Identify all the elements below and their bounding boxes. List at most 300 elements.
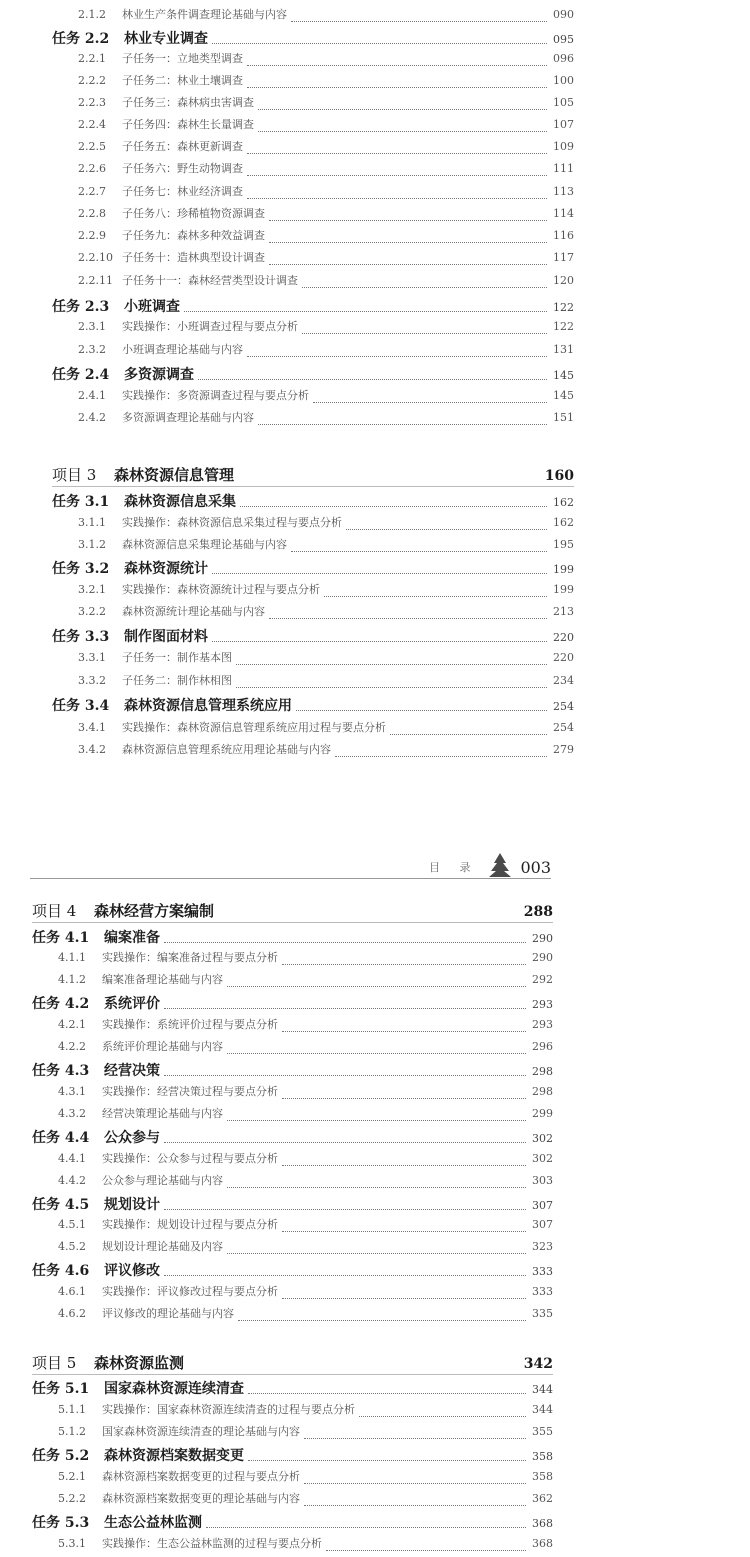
entry-number: 3.2.2: [78, 605, 106, 618]
dot-leader: [247, 198, 547, 199]
page-number: 298: [532, 1065, 553, 1078]
entry-title: 公众参与: [104, 1130, 160, 1146]
subtask-entry: [58, 1468, 553, 1490]
entry-title: 林业专业调查: [124, 31, 208, 47]
dot-leader: [227, 1120, 526, 1121]
running-header-page-number: 003: [520, 858, 551, 877]
entry-title: 实践操作：国家森林资源连续清查的过程与要点分析: [102, 1403, 355, 1416]
entry-number: 任务 3.3: [52, 629, 110, 645]
page-number: 122: [553, 320, 574, 333]
subtask-entry: [78, 50, 574, 72]
page-number: 114: [553, 207, 574, 220]
dot-leader: [164, 1008, 526, 1009]
task-heading: [32, 927, 553, 949]
page-number: 355: [532, 1425, 553, 1438]
task-heading: [32, 1194, 553, 1216]
task-heading: [52, 28, 574, 50]
page-number: 307: [532, 1199, 553, 1212]
entry-number: 4.2.1: [58, 1018, 86, 1031]
page-number: 100: [553, 74, 574, 87]
subtask-entry: [78, 318, 574, 340]
project-heading: [32, 900, 553, 923]
entry-title: 森林资源信息采集理论基础与内容: [122, 538, 287, 551]
entry-number: 任务 2.3: [52, 299, 110, 315]
entry-number: 2.2.3: [78, 96, 106, 109]
entry-title: 子任务八：珍稀植物资源调查: [122, 207, 265, 220]
subtask-entry: [78, 183, 574, 205]
dot-leader: [291, 21, 547, 22]
page-number: 293: [532, 998, 553, 1011]
dot-leader: [212, 43, 547, 44]
subtask-entry: [58, 1401, 553, 1423]
dot-leader: [304, 1505, 526, 1506]
task-heading: [32, 1127, 553, 1149]
subtask-entry: [78, 649, 574, 671]
subtask-entry: [78, 741, 574, 763]
dot-leader: [240, 506, 547, 507]
page-number: 195: [553, 538, 574, 551]
subtask-entry: [78, 160, 574, 182]
entry-title: 森林资源档案数据变更的理论基础与内容: [102, 1492, 300, 1505]
entry-number: 2.4.2: [78, 411, 106, 424]
page-number: 113: [553, 185, 574, 198]
task-heading: [32, 1445, 553, 1467]
dot-leader: [212, 573, 547, 574]
dot-leader: [247, 87, 547, 88]
subtask-entry: [58, 1490, 553, 1512]
dot-leader: [282, 1231, 526, 1232]
dot-leader: [248, 1393, 526, 1394]
entry-number: 任务 3.1: [52, 494, 110, 510]
entry-title: 实践操作：多资源调查过程与要点分析: [122, 389, 309, 402]
entry-number: 2.2.8: [78, 207, 106, 220]
entry-title: 多资源调查理论基础与内容: [122, 411, 254, 424]
dot-leader: [247, 65, 547, 66]
subtask-entry: [58, 1083, 553, 1105]
dot-leader: [282, 1098, 526, 1099]
page-number: 254: [553, 700, 574, 713]
subtask-entry: [78, 341, 574, 363]
entry-title: 系统评价理论基础与内容: [102, 1040, 223, 1053]
entry-title: 森林资源监测: [94, 1354, 185, 1372]
page-number: 105: [553, 96, 574, 109]
entry-number: 任务 2.2: [52, 31, 110, 47]
entry-title: 子任务十一：森林经营类型设计调查: [122, 274, 298, 287]
page-number: 220: [553, 631, 574, 644]
entry-number: 2.2.1: [78, 52, 106, 65]
entry-number: 任务 2.4: [52, 367, 110, 383]
dot-leader: [236, 687, 547, 688]
entry-title: 森林资源统计: [124, 561, 208, 577]
subtask-entry: [58, 1038, 553, 1060]
tree-icon: [486, 852, 514, 878]
entry-title: 实践操作：规划设计过程与要点分析: [102, 1218, 278, 1231]
project-heading: [52, 464, 574, 487]
dot-leader: [269, 618, 547, 619]
dot-leader: [164, 1075, 526, 1076]
subtask-entry: [58, 1105, 553, 1127]
page-number: 199: [553, 583, 574, 596]
page-number: 342: [523, 1356, 553, 1372]
subtask-entry: [78, 227, 574, 249]
entry-number: 4.6.1: [58, 1285, 86, 1298]
task-heading: [52, 491, 574, 513]
page-number: 145: [553, 369, 574, 382]
entry-title: 森林资源信息管理: [114, 466, 235, 484]
page-number: 368: [532, 1537, 553, 1550]
page-number: 303: [532, 1174, 553, 1187]
entry-title: 规划设计: [104, 1197, 160, 1213]
subtask-entry: [78, 272, 574, 294]
entry-number: 2.2.4: [78, 118, 106, 131]
dot-leader: [282, 1298, 526, 1299]
entry-number: 任务 5.3: [32, 1515, 90, 1531]
subtask-entry: [58, 1216, 553, 1238]
entry-title: 编案准备: [104, 930, 160, 946]
entry-number: 2.4.1: [78, 389, 106, 402]
entry-number: 2.3.1: [78, 320, 106, 333]
entry-number: 4.1.2: [58, 973, 86, 986]
page-number: 288: [523, 904, 553, 920]
entry-title: 评议修改: [104, 1263, 160, 1279]
dot-leader: [164, 1209, 526, 1210]
page-number: 362: [532, 1492, 553, 1505]
entry-number: 项目 5: [32, 1354, 77, 1372]
project-heading: [32, 1352, 553, 1375]
entry-number: 5.1.1: [58, 1403, 86, 1416]
task-heading: [32, 1060, 553, 1082]
entry-title: 生态公益林监测: [104, 1515, 202, 1531]
entry-number: 3.3.2: [78, 674, 106, 687]
page-number: 298: [532, 1085, 553, 1098]
entry-title: 子任务九：森林多种效益调查: [122, 229, 265, 242]
page-number: 333: [532, 1265, 553, 1278]
page-number: 293: [532, 1018, 553, 1031]
dot-leader: [304, 1438, 526, 1439]
entry-number: 2.2.5: [78, 140, 106, 153]
task-heading: [32, 993, 553, 1015]
subtask-entry: [78, 249, 574, 271]
entry-number: 任务 4.1: [32, 930, 90, 946]
task-heading: [52, 626, 574, 648]
entry-number: 项目 3: [52, 466, 97, 484]
entry-number: 3.4.2: [78, 743, 106, 756]
page-number: 095: [553, 33, 574, 46]
page-number: 145: [553, 389, 574, 402]
dot-leader: [248, 1460, 526, 1461]
subtask-entry: [78, 603, 574, 625]
entry-number: 任务 4.3: [32, 1063, 90, 1079]
dot-leader: [227, 1053, 526, 1054]
dot-leader: [164, 942, 526, 943]
page-number: 279: [553, 743, 574, 756]
page-number: 220: [553, 651, 574, 664]
page-number: 344: [532, 1383, 553, 1396]
entry-title: 子任务十：造林典型设计调查: [122, 251, 265, 264]
entry-number: 4.4.1: [58, 1152, 86, 1165]
dot-leader: [258, 131, 547, 132]
entry-title: 森林资源信息管理系统应用理论基础与内容: [122, 743, 331, 756]
entry-number: 4.4.2: [58, 1174, 86, 1187]
dot-leader: [269, 220, 547, 221]
entry-title: 子任务七：林业经济调查: [122, 185, 243, 198]
dot-leader: [247, 356, 547, 357]
dot-leader: [164, 1275, 526, 1276]
page-number: 234: [553, 674, 574, 687]
entry-title: 子任务一：制作基本图: [122, 651, 232, 664]
subtask-entry: [78, 116, 574, 138]
entry-title: 公众参与理论基础与内容: [102, 1174, 223, 1187]
entry-title: 子任务五：森林更新调查: [122, 140, 243, 153]
subtask-entry: [78, 205, 574, 227]
dot-leader: [326, 1550, 526, 1551]
entry-title: 森林资源档案数据变更的过程与要点分析: [102, 1470, 300, 1483]
entry-number: 任务 4.2: [32, 996, 90, 1012]
entry-number: 任务 4.4: [32, 1130, 90, 1146]
dot-leader: [247, 153, 547, 154]
dot-leader: [269, 242, 547, 243]
running-header-label: 目 录: [428, 861, 479, 874]
entry-title: 系统评价: [104, 996, 160, 1012]
entry-title: 实践操作：森林资源统计过程与要点分析: [122, 583, 320, 596]
subtask-entry: [78, 72, 574, 94]
entry-title: 经营决策理论基础与内容: [102, 1107, 223, 1120]
task-heading: [52, 695, 574, 717]
page-number: 090: [553, 8, 574, 21]
entry-title: 实践操作：森林资源信息采集过程与要点分析: [122, 516, 342, 529]
page-number: 199: [553, 563, 574, 576]
entry-number: 3.1.2: [78, 538, 106, 551]
subtask-entry: [58, 1238, 553, 1260]
task-heading: [52, 296, 574, 318]
page-number: 111: [553, 162, 574, 175]
entry-number: 任务 3.4: [52, 698, 110, 714]
dot-leader: [302, 287, 547, 288]
dot-leader: [359, 1416, 526, 1417]
entry-title: 森林资源统计理论基础与内容: [122, 605, 265, 618]
page-number: 299: [532, 1107, 553, 1120]
entry-number: 5.3.1: [58, 1537, 86, 1550]
task-heading: [32, 1378, 553, 1400]
dot-leader: [282, 1031, 526, 1032]
page-number: 254: [553, 721, 574, 734]
entry-number: 任务 4.6: [32, 1263, 90, 1279]
entry-title: 实践操作：生态公益林监测的过程与要点分析: [102, 1537, 322, 1550]
subtask-entry: [58, 1150, 553, 1172]
subtask-entry: [78, 514, 574, 536]
entry-title: 实践操作：系统评价过程与要点分析: [102, 1018, 278, 1031]
dot-leader: [227, 986, 526, 987]
entry-title: 小班调查理论基础与内容: [122, 343, 243, 356]
entry-number: 2.2.9: [78, 229, 106, 242]
page-number: 290: [532, 951, 553, 964]
page-number: 162: [553, 516, 574, 529]
entry-title: 森林经营方案编制: [94, 902, 215, 920]
entry-title: 实践操作：公众参与过程与要点分析: [102, 1152, 278, 1165]
entry-title: 国家森林资源连续清查的理论基础与内容: [102, 1425, 300, 1438]
dot-leader: [282, 1165, 526, 1166]
entry-number: 2.2.6: [78, 162, 106, 175]
dot-leader: [269, 264, 547, 265]
entry-title: 国家森林资源连续清查: [104, 1381, 244, 1397]
entry-number: 2.2.2: [78, 74, 106, 87]
subtask-entry: [78, 387, 574, 409]
entry-number: 3.3.1: [78, 651, 106, 664]
page-number: 107: [553, 118, 574, 131]
entry-number: 2.3.2: [78, 343, 106, 356]
subtask-entry: [58, 1305, 553, 1327]
entry-title: 子任务四：森林生长量调查: [122, 118, 254, 131]
dot-leader: [198, 379, 547, 380]
entry-number: 2.2.10: [78, 251, 113, 264]
entry-title: 森林资源信息采集: [124, 494, 236, 510]
entry-title: 森林资源信息管理系统应用: [124, 698, 292, 714]
subtask-entry: [58, 1283, 553, 1305]
dot-leader: [304, 1483, 526, 1484]
subtask-entry: [58, 971, 553, 993]
page-number: 162: [553, 496, 574, 509]
entry-number: 4.3.2: [58, 1107, 86, 1120]
entry-title: 实践操作：小班调查过程与要点分析: [122, 320, 298, 333]
entry-title: 规划设计理论基础及内容: [102, 1240, 223, 1253]
dot-leader: [247, 175, 547, 176]
entry-number: 任务 3.2: [52, 561, 110, 577]
dot-leader: [212, 641, 547, 642]
dot-leader: [258, 424, 547, 425]
subtask-entry: [58, 1535, 553, 1557]
page-number: 116: [553, 229, 574, 242]
dot-leader: [296, 710, 547, 711]
page-number: 109: [553, 140, 574, 153]
subtask-entry: [78, 94, 574, 116]
entry-number: 5.2.2: [58, 1492, 86, 1505]
entry-title: 林业生产条件调查理论基础与内容: [122, 8, 287, 21]
page-number: 151: [553, 411, 574, 424]
dot-leader: [324, 596, 547, 597]
dot-leader: [184, 311, 547, 312]
page-number: 120: [553, 274, 574, 287]
entry-number: 任务 5.2: [32, 1448, 90, 1464]
entry-title: 评议修改的理论基础与内容: [102, 1307, 234, 1320]
dot-leader: [291, 551, 547, 552]
subtask-entry: [78, 138, 574, 160]
page-number: 307: [532, 1218, 553, 1231]
entry-number: 2.1.2: [78, 8, 106, 21]
entry-number: 4.1.1: [58, 951, 86, 964]
subtask-entry: [78, 672, 574, 694]
dot-leader: [238, 1320, 526, 1321]
subtask-entry: [78, 6, 574, 28]
subtask-entry: [78, 581, 574, 603]
page-number: 117: [553, 251, 574, 264]
page-number: 290: [532, 932, 553, 945]
running-header: [30, 852, 551, 879]
subtask-entry: [58, 949, 553, 971]
entry-title: 森林资源档案数据变更: [104, 1448, 244, 1464]
entry-number: 4.5.2: [58, 1240, 86, 1253]
entry-title: 实践操作：森林资源信息管理系统应用过程与要点分析: [122, 721, 386, 734]
entry-number: 4.5.1: [58, 1218, 86, 1231]
entry-title: 子任务二：制作林相图: [122, 674, 232, 687]
page-number: 302: [532, 1132, 553, 1145]
subtask-entry: [58, 1423, 553, 1445]
page-number: 096: [553, 52, 574, 65]
dot-leader: [335, 756, 547, 757]
entry-number: 3.4.1: [78, 721, 106, 734]
dot-leader: [302, 333, 547, 334]
dot-leader: [164, 1142, 526, 1143]
entry-number: 5.2.1: [58, 1470, 86, 1483]
entry-number: 3.2.1: [78, 583, 106, 596]
dot-leader: [227, 1253, 526, 1254]
page-number: 131: [553, 343, 574, 356]
entry-title: 小班调查: [124, 299, 180, 315]
dot-leader: [390, 734, 547, 735]
page-number: 296: [532, 1040, 553, 1053]
subtask-entry: [58, 1172, 553, 1194]
entry-title: 经营决策: [104, 1063, 160, 1079]
entry-title: 实践操作：编案准备过程与要点分析: [102, 951, 278, 964]
entry-title: 子任务三：森林病虫害调查: [122, 96, 254, 109]
page-number: 292: [532, 973, 553, 986]
entry-number: 项目 4: [32, 902, 77, 920]
entry-title: 实践操作：评议修改过程与要点分析: [102, 1285, 278, 1298]
entry-title: 制作图面材料: [124, 629, 208, 645]
dot-leader: [236, 664, 547, 665]
dot-leader: [227, 1187, 526, 1188]
entry-number: 2.2.7: [78, 185, 106, 198]
page-number: 344: [532, 1403, 553, 1416]
subtask-entry: [78, 719, 574, 741]
task-heading: [52, 558, 574, 580]
page-number: 302: [532, 1152, 553, 1165]
page-number: 213: [553, 605, 574, 618]
entry-number: 任务 4.5: [32, 1197, 90, 1213]
entry-number: 4.6.2: [58, 1307, 86, 1320]
page-number: 358: [532, 1470, 553, 1483]
page-number: 358: [532, 1450, 553, 1463]
subtask-entry: [78, 409, 574, 431]
entry-title: 子任务一：立地类型调查: [122, 52, 243, 65]
dot-leader: [313, 402, 547, 403]
entry-number: 2.2.11: [78, 274, 113, 287]
subtask-entry: [78, 536, 574, 558]
dot-leader: [346, 529, 547, 530]
page-number: 323: [532, 1240, 553, 1253]
entry-number: 4.3.1: [58, 1085, 86, 1098]
dot-leader: [258, 109, 547, 110]
task-heading: [52, 364, 574, 386]
entry-title: 多资源调查: [124, 367, 194, 383]
entry-title: 子任务二：林业土壤调查: [122, 74, 243, 87]
entry-number: 4.2.2: [58, 1040, 86, 1053]
page-number: 160: [544, 468, 574, 484]
entry-number: 任务 5.1: [32, 1381, 90, 1397]
subtask-entry: [58, 1016, 553, 1038]
dot-leader: [206, 1527, 526, 1528]
entry-title: 子任务六：野生动物调查: [122, 162, 243, 175]
page-number: 335: [532, 1307, 553, 1320]
entry-title: 编案准备理论基础与内容: [102, 973, 223, 986]
dot-leader: [282, 964, 526, 965]
entry-number: 3.1.1: [78, 516, 106, 529]
page-number: 122: [553, 301, 574, 314]
entry-title: 实践操作：经营决策过程与要点分析: [102, 1085, 278, 1098]
page-number: 368: [532, 1517, 553, 1530]
task-heading: [32, 1512, 553, 1534]
page-number: 333: [532, 1285, 553, 1298]
task-heading: [32, 1260, 553, 1282]
